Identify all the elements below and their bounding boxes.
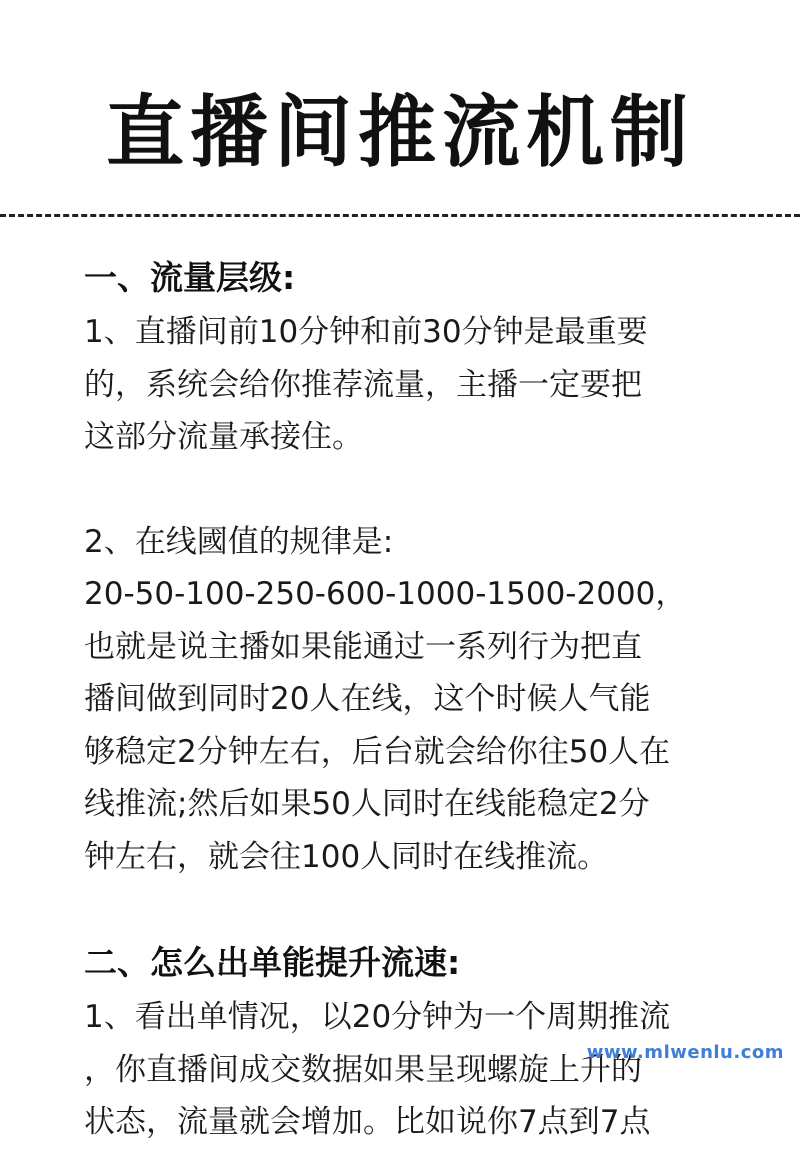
paragraph-3	[84, 991, 744, 1149]
watermark-link: www.mlwenlu.com	[586, 1042, 784, 1063]
paragraph-2	[84, 516, 744, 884]
paragraph-gap	[84, 464, 744, 516]
paragraph-line: 播间做到同时20人在线，这个时候人气能	[84, 681, 651, 717]
paragraph-line: 钟左右，就会往100人同时在线推流。	[84, 838, 609, 875]
paragraph-1	[84, 306, 744, 464]
paragraph-line: 的，系统会给你推荐流量，主播一定要把	[84, 366, 642, 403]
paragraph-line: 也就是说主播如果能通过一系列行为把直	[84, 628, 642, 665]
paragraph-line: 这部分流量承接住。	[84, 419, 363, 455]
paragraph-line: ，你直播间成交数据如果呈现螺旋上升的	[84, 1051, 642, 1088]
paragraph-line: 1、直播间前10分钟和前30分钟是最重要	[84, 314, 648, 350]
paragraph-line: 20-50-100-250-600-1000-1500-2000，	[84, 576, 687, 612]
section-heading-boost-flow: 二、怎么出单能提升流速:	[84, 943, 461, 982]
page-title: 直播间推流机制	[105, 88, 694, 178]
dashed-divider	[0, 214, 800, 217]
paragraph-line: 1、看出单情况，以20分钟为一个周期推流	[84, 999, 671, 1035]
section-heading-traffic-levels: 一、流量层级:	[84, 258, 296, 297]
paragraph-gap	[84, 883, 744, 935]
paragraph-line: 够稳定2分钟左右，后台就会给你往50人在	[84, 733, 671, 770]
paragraph-line: 状态，流量就会增加。比如说你7点到7点	[84, 1104, 651, 1140]
article-body	[84, 250, 744, 1149]
paragraph-line: 2、在线國值的规律是:	[84, 523, 394, 560]
paragraph-line: 线推流;然后如果50人同时在线能稳定2分	[84, 786, 650, 822]
